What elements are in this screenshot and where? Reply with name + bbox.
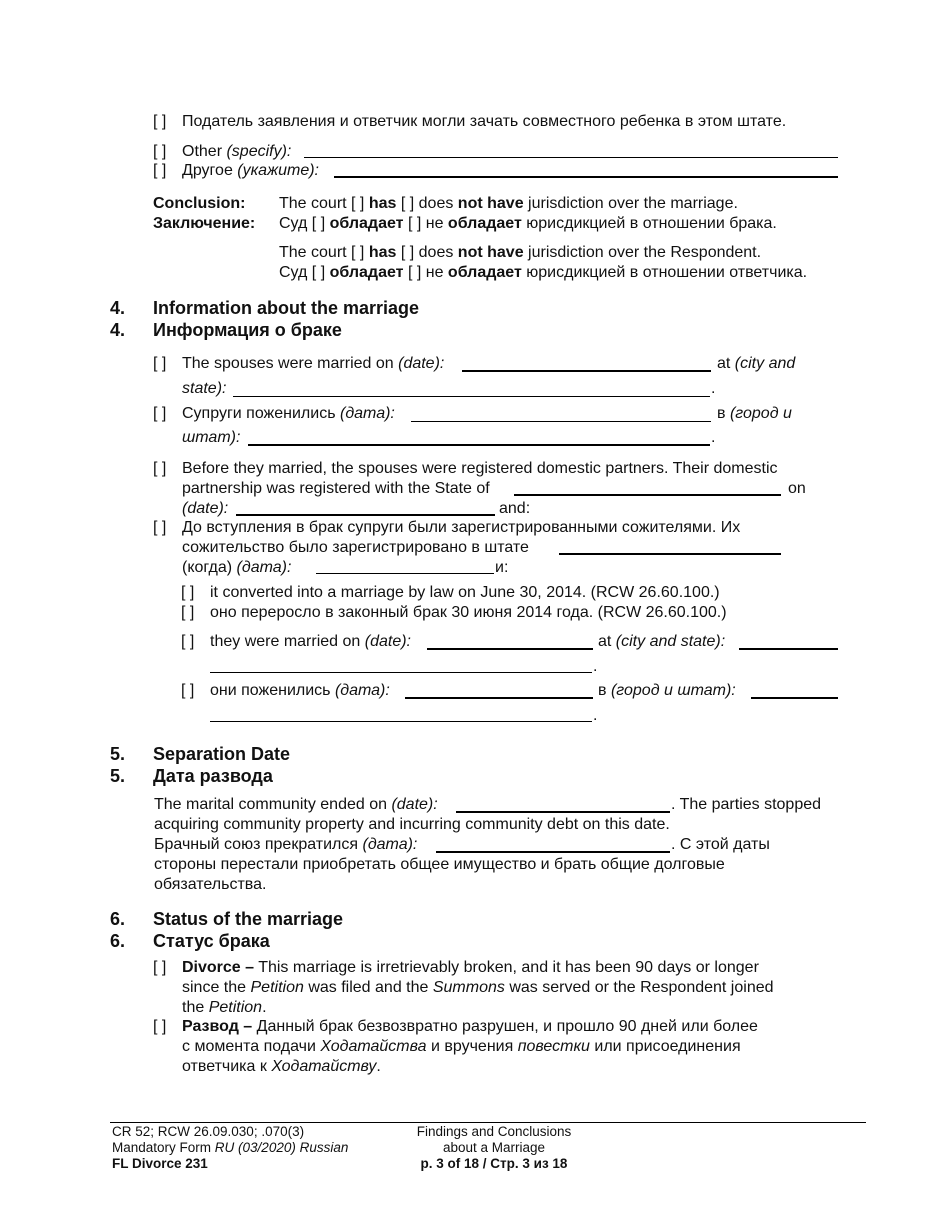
child-conceived-text: Податель заявления и ответчик могли зачать совместного ребенка в этом штате. — [182, 113, 787, 130]
section-5-title-ru: Дата развода — [153, 766, 273, 786]
separation-ru-line3: обязательства. — [154, 876, 267, 893]
section-6-number-ru: 6. — [110, 931, 126, 951]
converted-ru: оно переросло в законный брак 30 июня 2014 года. (RCW 26.60.100.) — [210, 604, 727, 621]
checkbox[interactable]: [ ] — [181, 682, 195, 699]
dp-date-label-ru: (когда) (дата): — [182, 559, 292, 576]
separation-ru-line2: стороны перестали приобретать общее имущество и брать общие долговые — [154, 856, 725, 873]
checkbox[interactable]: [ ] — [181, 604, 195, 621]
married-state-label-en: state): — [182, 380, 227, 397]
married-at-ru: в (город и — [717, 405, 792, 422]
dp-date-label-en: (date): — [182, 500, 229, 517]
section-4-title-ru: Информация о браке — [153, 320, 342, 340]
footer-form-title-1: Findings and Conclusions — [416, 1124, 572, 1139]
married-date-ru-field[interactable] — [411, 421, 711, 422]
married-ru-text: Супруги поженились (дата): — [182, 405, 395, 422]
married-on-city-ru-field[interactable] — [751, 697, 838, 699]
dp-ru-line1: До вступления в брак супруги были зарегистрированными сожителями. Их — [182, 519, 741, 536]
converted-en: it converted into a marriage by law on June 30, 2014. (RCW 26.60.100.) — [210, 584, 720, 601]
married-on-en-text: they were married on (date): — [210, 633, 411, 650]
married-on-city-en-field[interactable] — [739, 648, 838, 650]
conclusion-respondent-en: The court [ ] has [ ] does not have jurisdiction over the Respondent. — [279, 244, 762, 261]
married-date-en-field[interactable] — [462, 370, 711, 372]
separation-ru-line1-post: . С этой даты — [671, 836, 770, 853]
married-en-text: The spouses were married on (date): — [182, 355, 445, 372]
conclusion-label-en: Conclusion: — [153, 195, 246, 212]
footer-divider — [110, 1122, 866, 1123]
period: . — [593, 707, 598, 724]
divorce-ru-line1: Развод – Данный брак безвозвратно разрушен, и прошло 90 дней или более — [182, 1018, 758, 1035]
checkbox[interactable]: [ ] — [153, 519, 167, 536]
conclusion-marriage-ru: Суд [ ] обладает [ ] не обладает юрисдикцией в отношении брака. — [279, 215, 777, 232]
period: . — [711, 429, 716, 446]
dp-state-en-field[interactable] — [514, 494, 781, 496]
checkbox[interactable]: [ ] — [181, 584, 195, 601]
separation-date-ru-field[interactable] — [436, 851, 670, 853]
divorce-ru-line2: с момента подачи Ходатайства и вручения повестки или присоединения — [182, 1038, 741, 1055]
section-6-title-en: Status of the marriage — [153, 909, 344, 929]
checkbox[interactable]: [ ] — [153, 959, 167, 976]
dp-on-en: on — [788, 480, 806, 497]
footer-form-id: FL Divorce 231 — [112, 1156, 208, 1171]
conclusion-respondent-ru: Суд [ ] обладает [ ] не обладает юрисдикцией в отношении ответчика. — [279, 264, 808, 281]
divorce-en-line2: since the Petition was filed and the Summons was served or the Respondent joined — [182, 979, 774, 996]
other-label-ru: Другое (укажите): — [182, 162, 319, 179]
separation-en-line1-post: . The parties stopped — [671, 796, 822, 813]
married-state-label-ru: штат): — [182, 429, 241, 446]
period: . — [593, 658, 598, 675]
dp-en-line1: Before they married, the spouses were registered domestic partners. Their domestic — [182, 460, 778, 477]
married-on-at-en: at (city and state): — [598, 633, 726, 650]
section-4-number-ru: 4. — [110, 320, 126, 340]
footer-citation: CR 52; RCW 26.09.030; .070(3) — [112, 1124, 305, 1139]
separation-en-line1: The marital community ended on (date): — [154, 796, 438, 813]
footer-page-number: p. 3 of 18 / Стр. 3 из 18 — [420, 1156, 568, 1171]
divorce-en-line3: the Petition. — [182, 999, 267, 1016]
married-on-date-en-field[interactable] — [427, 648, 593, 650]
married-on-place-ru-field[interactable] — [210, 721, 592, 722]
separation-en-line2: acquiring community property and incurring community debt on this date. — [154, 816, 670, 833]
divorce-ru-line3: ответчика к Ходатайству. — [182, 1058, 381, 1075]
footer-form-title-2: about a Marriage — [442, 1140, 546, 1155]
dp-en-line2: partnership was registered with the State of — [182, 480, 490, 497]
married-at-en: at (city and — [717, 355, 796, 372]
dp-date-en-field[interactable] — [236, 514, 495, 516]
other-ru-field[interactable] — [334, 176, 838, 178]
separation-date-en-field[interactable] — [456, 811, 670, 813]
checkbox[interactable]: [ ] — [181, 633, 195, 650]
section-4-title-en: Information about the marriage — [153, 298, 420, 318]
conclusion-label-ru: Заключение: — [153, 215, 256, 232]
checkbox[interactable]: [ ] — [153, 405, 167, 422]
other-label-en: Other (specify): — [182, 143, 292, 160]
dp-ru-line2: сожительство было зарегистрировано в штате — [182, 539, 529, 556]
married-on-date-ru-field[interactable] — [405, 697, 593, 699]
section-5-title-en: Separation Date — [153, 744, 291, 764]
section-4-number-en: 4. — [110, 298, 126, 318]
married-place-ru-field[interactable] — [248, 444, 710, 446]
checkbox[interactable]: [ ] — [153, 113, 167, 130]
married-on-ru-text: они поженились (дата): — [210, 682, 390, 699]
footer-form-version: Mandatory Form RU (03/2020) Russian — [112, 1140, 349, 1155]
divorce-en-line1: Divorce – This marriage is irretrievably broken, and it has been 90 days or longer — [182, 959, 759, 976]
section-5-number-en: 5. — [110, 744, 126, 764]
dp-state-ru-field[interactable] — [559, 553, 781, 555]
checkbox[interactable]: [ ] — [153, 460, 167, 477]
dp-date-ru-field[interactable] — [316, 573, 494, 574]
period: . — [711, 380, 716, 397]
section-6-number-en: 6. — [110, 909, 126, 929]
other-en-field[interactable] — [304, 157, 838, 158]
checkbox[interactable]: [ ] — [153, 143, 167, 160]
dp-and-ru: и: — [495, 559, 509, 576]
checkbox[interactable]: [ ] — [153, 162, 167, 179]
conclusion-marriage-en: The court [ ] has [ ] does not have jurisdiction over the marriage. — [279, 195, 738, 212]
checkbox[interactable]: [ ] — [153, 1018, 167, 1035]
section-5-number-ru: 5. — [110, 766, 126, 786]
married-on-at-ru: в (город и штат): — [598, 682, 736, 699]
separation-ru-line1: Брачный союз прекратился (дата): — [154, 836, 418, 853]
married-place-en-field[interactable] — [233, 396, 710, 397]
section-6-title-ru: Статус брака — [153, 931, 270, 951]
checkbox[interactable]: [ ] — [153, 355, 167, 372]
married-on-place-en-field[interactable] — [210, 672, 592, 673]
dp-and-en: and: — [499, 500, 531, 517]
